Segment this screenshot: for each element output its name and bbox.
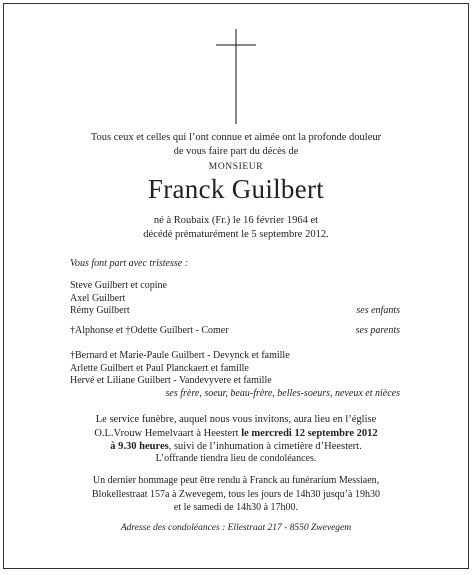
list-item: Axel Guilbert	[70, 292, 126, 304]
siblings-role: ses frère, soeur, beau-frère, belles-soeurs, neveux et nièces	[165, 387, 400, 399]
intro-line-2: de vous faire part du décès de	[173, 146, 299, 157]
siblings-block	[70, 350, 400, 400]
condolence-address: Adresse des condoléances : Ellestraat 217 - 8550 Zwevegem	[120, 523, 352, 533]
list-item: †Bernard et Marie-Paule Guilbert - Devynck et famille	[70, 350, 290, 361]
church-text: O.L.Vrouw Hemelvaart à Heestert	[94, 427, 242, 439]
list-item: Hervé et Liliane Guilbert - Vandevyvere et famille	[70, 375, 272, 386]
tribute-line-2: Blokellestraat 157a à Zwevegem, tous les jours de 14h30 jusqu’à 19h30	[92, 488, 380, 500]
list-item: Arlette Guilbert et Paul Planckaert et famille	[70, 362, 249, 374]
birth-line: né à Roubaix (Fr.) le 16 février 1964 et	[153, 215, 319, 226]
deceased-name: Franck Guilbert	[147, 174, 325, 204]
list-item: Rémy Guilbert	[70, 305, 130, 316]
service-line-1: Le service funèbre, auquel nous vous invitons, aura lieu en l’église	[95, 414, 377, 425]
service-line-2	[4, 427, 468, 441]
list-item: Steve Guilbert et copine	[70, 280, 167, 291]
children-role: ses enfants	[356, 305, 400, 316]
parents-block	[70, 325, 400, 338]
family-heading: Vous font part avec tristesse :	[70, 258, 189, 269]
children-block	[70, 280, 400, 318]
intro-text	[4, 131, 468, 159]
cross-icon	[4, 29, 468, 124]
service-info	[4, 413, 468, 454]
service-time: à 9.30 heures	[110, 441, 169, 452]
parents-line: †Alphonse et †Odette Guilbert - Comer	[70, 325, 229, 336]
death-notice-card	[3, 3, 469, 569]
parents-role: ses parents	[355, 325, 400, 336]
deceased-title: MONSIEUR	[208, 162, 264, 172]
birth-death-info	[4, 214, 468, 242]
service-line-3	[4, 440, 468, 454]
tribute-line-3: et le samedi de 14h30 à 17h00.	[173, 502, 299, 513]
intro-line-1: Tous ceux et celles qui l’ont connue et aimée ont la profonde douleur	[90, 132, 382, 143]
tribute-info	[4, 474, 468, 515]
condolences-note: L’offrande tiendra lieu de condoléances.	[155, 453, 317, 464]
burial-text: , suivi de l’inhumation à cimetière d’Heestert.	[168, 441, 362, 452]
tribute-line-1: Un dernier hommage peut être rendu à Franck au funérarium Messiaen,	[92, 475, 380, 486]
death-line: décédé prématurément le 5 septembre 2012.	[143, 229, 329, 240]
service-date: le mercredi 12 septembre 2012	[241, 427, 378, 439]
